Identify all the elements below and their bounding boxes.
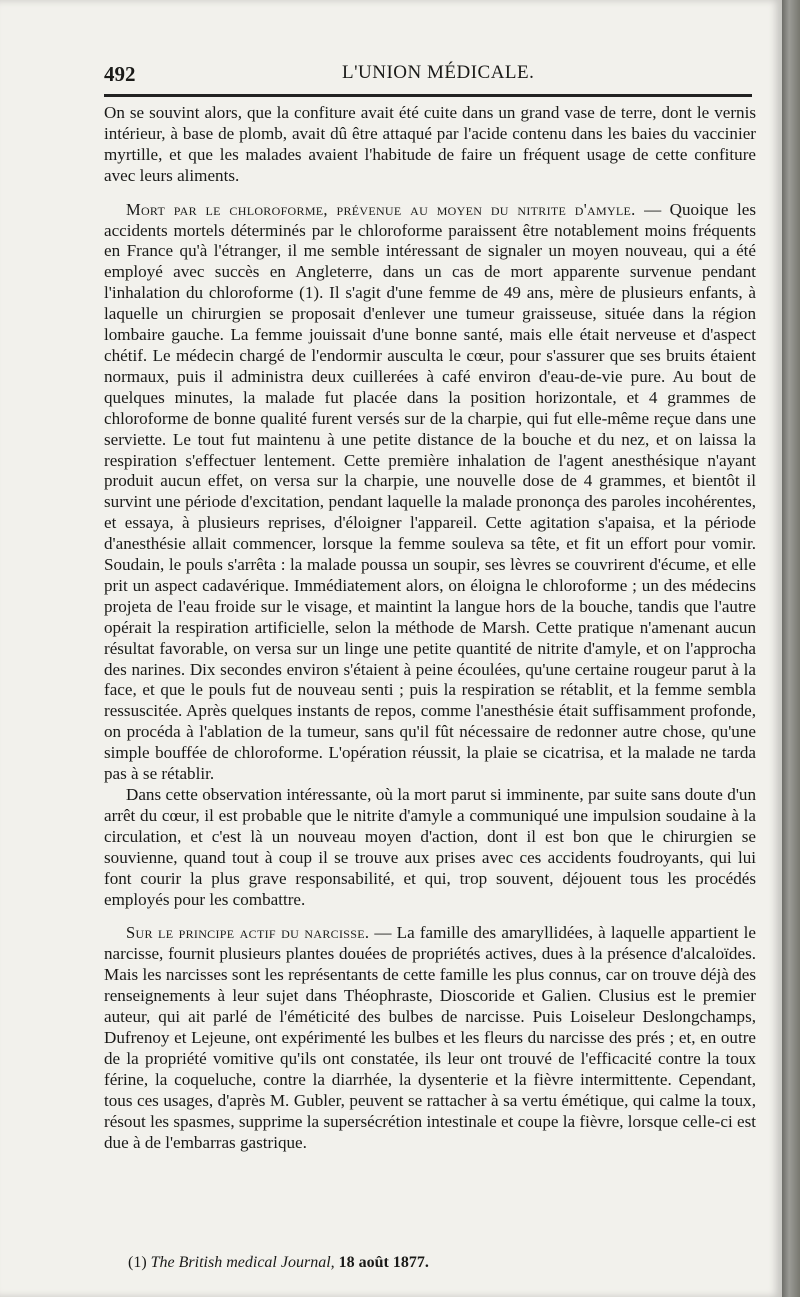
footnote xyxy=(128,1254,728,1272)
page-number: 492 xyxy=(104,62,136,86)
paragraph-gap xyxy=(104,910,756,923)
section-heading-chloroforme: Mort par le chloroforme, prévenue au moyen du nitrite d'amyle. xyxy=(126,199,636,219)
paragraph-observation: Dans cette observation intéressante, où la mort parut si imminente, par suite sans doute d'un arrêt du cœur, il est probable que le nitrite d'amyle a communiqué une impulsion soudaine à la circulation, et c'est là un nouveau moyen d'action, dont il est bon que le chirurgien se souvienne, quand tout à coup il se trouve aux prises avec ces accidents foudroyants, qui lui font courir la plus grave responsabilité, et qui, trop souvent, déjouent tous les procédés employés pour les combattre. xyxy=(104,785,756,909)
footnote-journal: The British medical Journal, xyxy=(150,1254,335,1271)
paragraph-confiture: On se souvint alors, que la confiture avait été cuite dans un grand vase de terre, dont le vernis intérieur, à base de plomb, avait dû être attaqué par l'acide contenu dans les baies du vaccinier myrtille, et que les malades avaient l'habitude de faire un fréquent usage de cette confiture avec leurs aliments. xyxy=(104,103,756,185)
header-rule xyxy=(104,94,752,97)
section-heading-narcisse: Sur le principe actif du narcisse. xyxy=(126,923,370,943)
paragraph-chloroforme xyxy=(104,200,756,785)
paragraph-chloroforme-text: — Quoique les accidents mortels déterminés par le chloroforme paraissent être notablement moins fréquents en France qu'à l'étranger, il me semble intéressant de signaler un moyen nouveau, qui a été employé avec succès en Angleterre, dans un cas de mort apparente survenue pendant l'inhalation du chloroforme (1). Il s'agit d'une femme de 49 ans, mère de plusieurs enfants, à laquelle un chirurgien se proposait d'enlever une tumeur graisseuse, située dans la région lombaire gauche. La femme jouissait d'une bonne santé, mais elle était nerveuse et d'aspect chétif. Le médecin chargé de l'endormir ausculta le cœur, pour s'assurer que ses bruits étaient normaux, puis il administra deux cuillerées à café environ d'eau-de-vie pure. Au bout de quelques minutes, la malade fut placée dans la position horizontale, et 4 grammes de chloroforme de bonne qualité furent versés sur de la charpie, qui fut elle-même reçue dans une serviette. Le tout fut maintenu à une petite distance de la bouche et du nez, et on laissa la respiration s'effectuer lentement. Cette première inhalation de l'agent anesthésique n'ayant produit aucun effet, on versa sur la charpie, une nouvelle dose de 4 grammes, et bientôt il survint une période d'excitation, pendant laquelle la malade prononça des paroles incohérentes, et essaya, à plusieurs reprises, d'éloigner l'appareil. Cette agitation s'apaisa, et la période d'anesthésie allait commencer, lorsque la femme souleva sa tête, et fit un effort pour vomir. Soudain, le pouls s'arrêta : la malade poussa un soupir, ses lèvres se couvrirent d'écume, et elle prit un aspect cadavérique. Immédiatement alors, on éloigna le chloroforme ; un des médecins projeta de l'eau froide sur le visage, et maintint la langue hors de la bouche, tandis que l'autre opérait la respiration artificielle, selon la méthode de Marsh. Cette pratique n'amenant aucun résultat favorable, on versa sur un linge une petite quantité de nitrite d'amyle, et on l'approcha des narines. Dix secondes environ s'étaient à peine écoulées, qu'une certaine rougeur parut à la face, et que le pouls fut de nouveau senti ; puis la respiration se rétablit, et la femme sembla ressuscitée. Après quelques instants de repos, comme l'anesthésie était suffisamment profonde, on procéda à l'ablation de la tumeur, sans qu'il fût nécessaire de redonner autre chose, qu'une simple bouffée de chloroforme. L'opération réussit, la plaie se cicatrisa, et la malade ne tarda pas à se rétablir. xyxy=(104,199,756,784)
running-title: L'UNION MÉDICALE. xyxy=(342,62,535,83)
paragraph-narcisse-text: — La famille des amaryllidées, à laquelle appartient le narcisse, fournit plusieurs plantes douées de propriétés actives, dues à la présence d'alcaloïdes. Mais les narcisses sont les représentants de cette famille les plus connus, car on trouve déjà des renseignements à leur sujet dans Théophraste, Dioscoride et Galien. Clusius est le premier auteur, qui ait parlé de l'éméticité des bulbes de narcisse. Puis Loiseleur Deslongchamps, Dufrenoy et Lejeune, ont expérimenté les bulbes et les fleurs du narcisse des prés ; et, en outre de la propriété vomitive qu'ils ont constatée, ils leur ont trouvé de l'efficacité contre la toux férine, la coqueluche, contre la diarrhée, la dysenterie et la fièvre intermittente. Cependant, tous ces usages, d'après M. Gubler, peuvent se rattacher à sa vertu émétique, qui calme la toux, résout les spasmes, supprime la supersécrétion intestinale et coupe la fièvre, lorsque celle-ci est due à de l'embarras gastrique. xyxy=(104,923,756,1152)
footnote-date: 18 août 1877. xyxy=(338,1254,429,1271)
paragraph-narcisse xyxy=(104,923,756,1153)
paragraph-gap xyxy=(104,187,756,200)
book-spine-edge xyxy=(782,0,800,1297)
article-body xyxy=(104,103,756,1153)
page-header xyxy=(104,58,754,88)
footnote-marker: (1) xyxy=(128,1254,147,1271)
